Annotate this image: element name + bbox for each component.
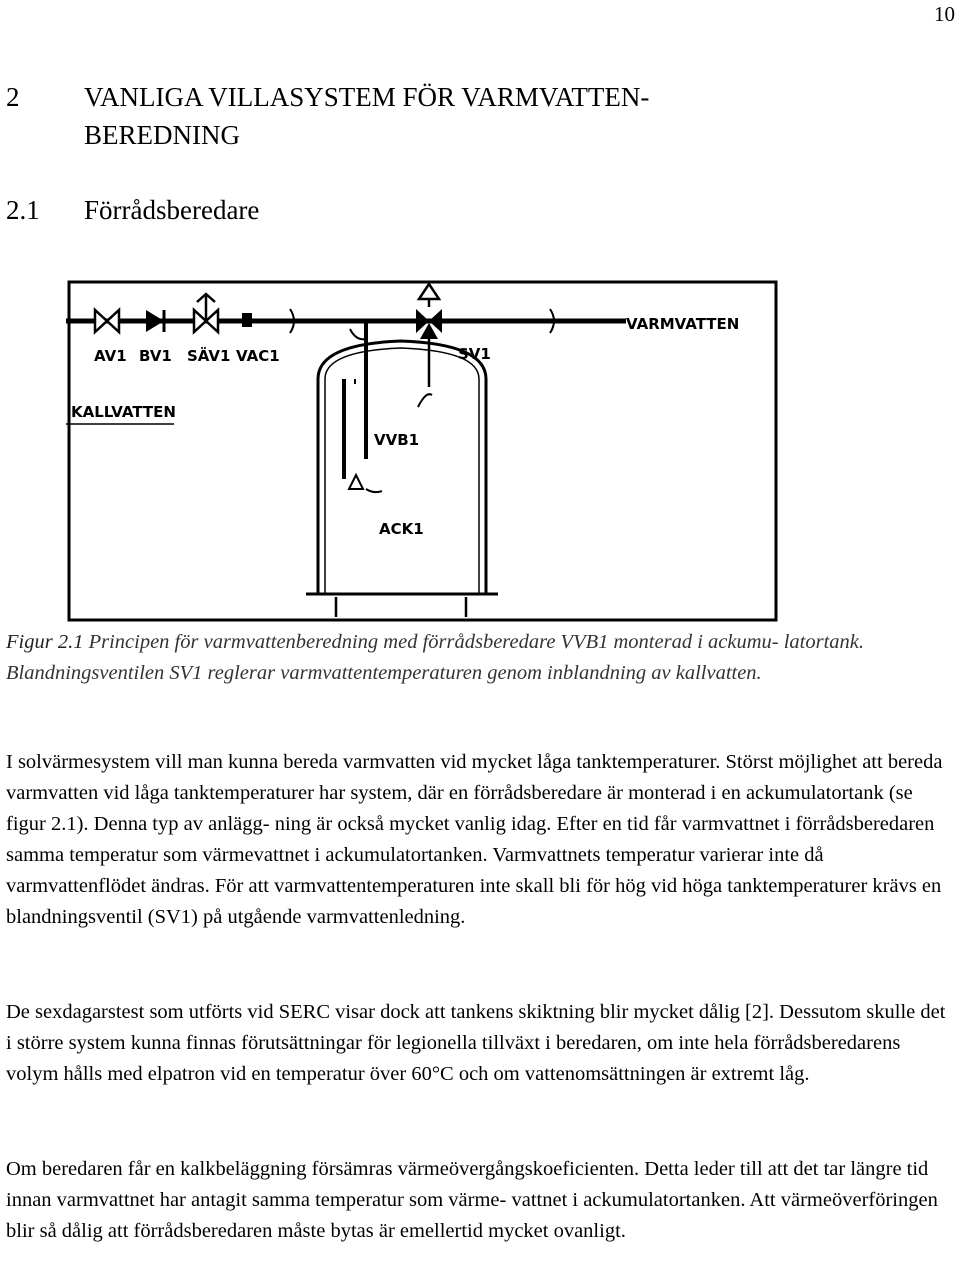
label-kallvatten: KALLVATTEN [71,403,176,421]
label-sav1: SÄV1 [187,347,231,365]
figure-caption [6,627,956,689]
chapter-title: VANLIGA VILLASYSTEM FÖR VARMVATTEN- BEREDNING [84,82,650,150]
sav1-safety-valve-icon [194,294,218,332]
label-vac1: VAC1 [236,347,280,365]
label-av1: AV1 [94,347,127,365]
flow-mark-icon [350,329,366,339]
label-ack1: ACK1 [379,520,424,538]
paragraph: I solvärmesystem vill man kunna bereda varmvatten vid mycket låga tanktemperaturer. Störst möjlighet att bereda varmvatten vid låga tanktemperaturer har system, där en förrådsberedare är monterad i en ackumulatortank (se figur 2.1). Denna typ av anlägg- ning är också mycket vanlig idag. Efter en tid får varmvattnet i förrådsberedaren samma temperatur som värmevattnet i ackumulatortanken. Varmvattnets temperatur varierar inte då varmvattenflödet ändras. För att varmvattentemperaturen inte skall bli för hög vid höga tanktemperaturer krävs en blandningsventil (SV1) på utgående varmvattenledning. [6,751,943,928]
av1-valve-icon [95,310,119,332]
bv1-check-valve-icon [146,310,164,332]
storage-heater-diagram [66,279,779,623]
vac1-vacuum-valve-icon [242,313,252,327]
label-sv1: SV1 [458,345,491,363]
caption-text: Principen för varmvattenberedning med förrådsberedare VVB1 monterad i ackumu- latortank. Blandningsventilen SV1 reglerar varmvattentemperaturen genom inblandning av kallvatten. [6,631,865,684]
sv1-mixing-valve-icon [416,284,442,387]
section-number: 2.1 [6,195,40,225]
caption-label: Figur 2.1 [6,631,84,653]
paragraph: Om beredaren får en kalkbeläggning försämras värmeövergångskoeficienten. Detta leder till att det tar längre tid innan varmvattnet har antagit samma temperatur som värme- vattnet i ackumulatortanken. Att värmeöverföringen blir så dålig att förrådsberedaren måste bytas är emellertid mycket ovanligt. [6,1158,938,1242]
label-vvb1: VVB1 [374,431,420,449]
label-varmvatten: VARMVATTEN [626,315,740,333]
section-title: Förrådsberedare [84,195,260,225]
page-number: 10 [934,2,955,26]
paragraph: De sexdagarstest som utförts vid SERC visar dock att tankens skiktning blir mycket dålig [2]. Dessutom skulle det i större system kunna finnas förutsättningar för legionella tillväxt i beredaren, om inte hela förrådsberedarens volym hålls med elpatron vid en temperatur över 60°C och om vattenomsättningen är extremt låg. [6,1001,946,1085]
label-bv1: BV1 [139,347,172,365]
chapter-number: 2 [6,82,20,112]
